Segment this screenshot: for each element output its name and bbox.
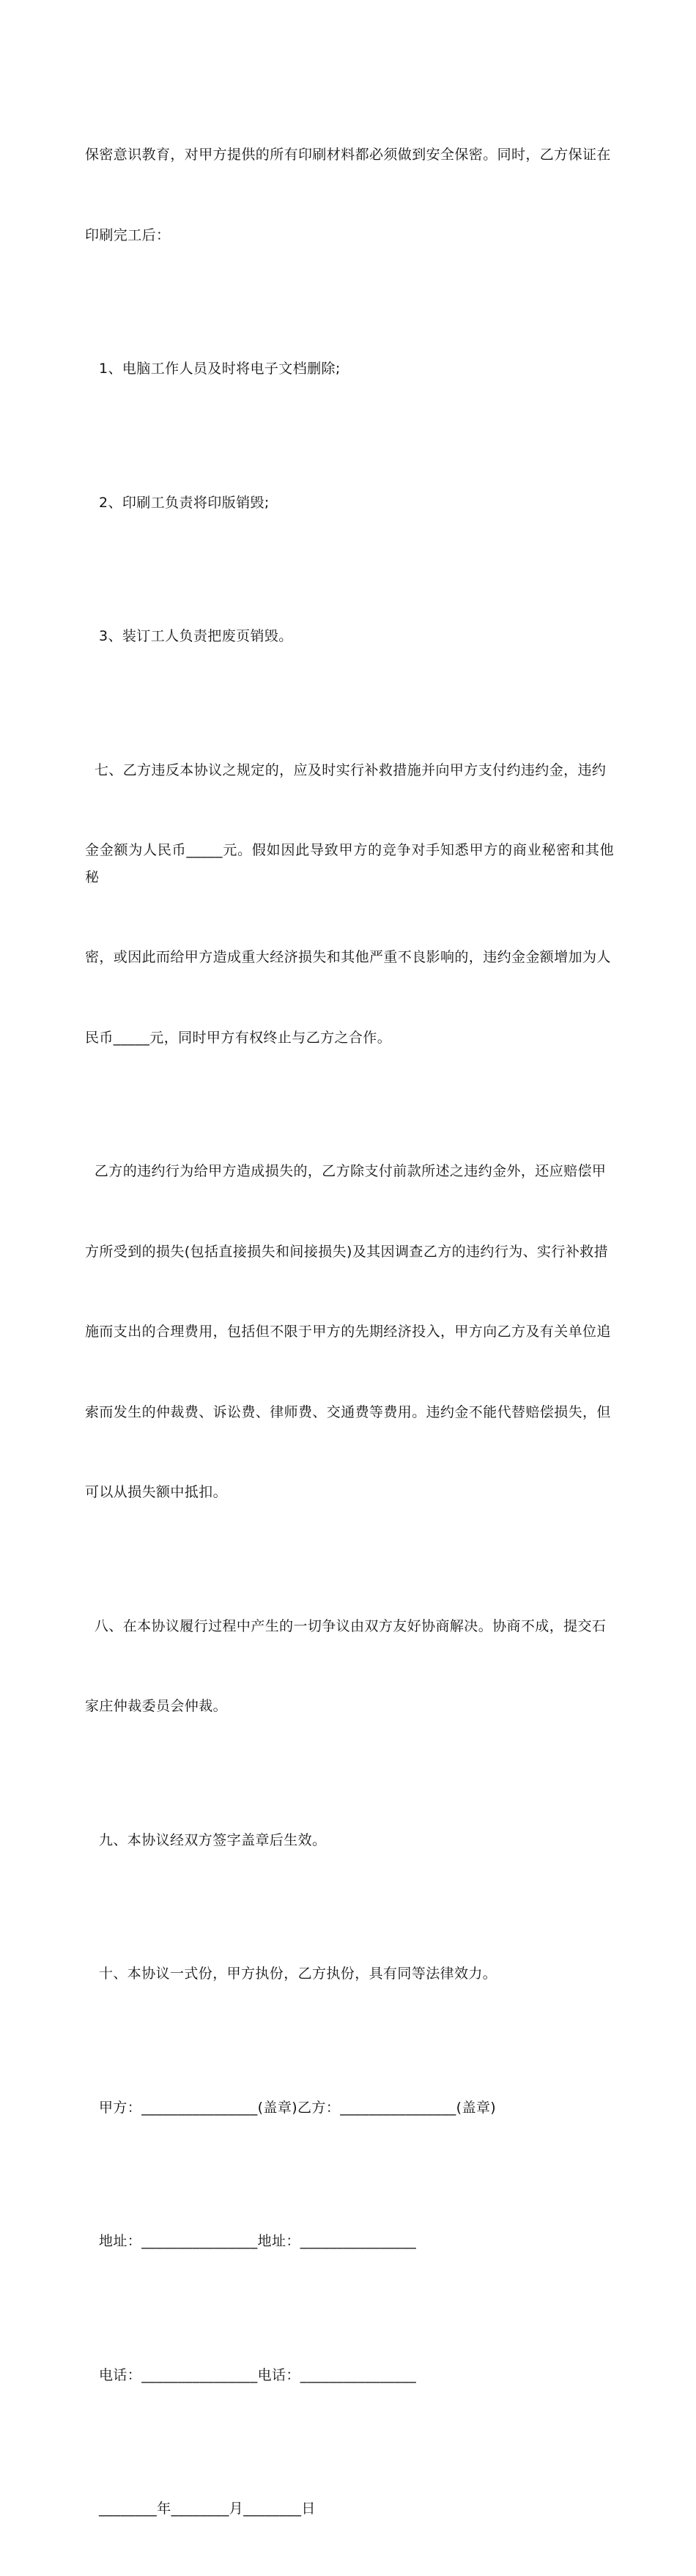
- text-line: 七、乙方违反本协议之规定的，应及时实行补救措施并向甲方支付约违约金，违约: [85, 761, 607, 778]
- text-line: 2、印刷工负责将印版销毁;: [99, 494, 270, 511]
- text-line: ________年________月________日: [99, 2501, 316, 2517]
- list-item-destroy-plates: [85, 436, 614, 570]
- clause-eight-dispute: [85, 1560, 614, 1774]
- text-line: 密，或因此而给甲方造成重大经济损失和其他严重不良影响的，违约金金额增加为人: [85, 949, 611, 965]
- paragraph-confidentiality-education: [85, 88, 614, 302]
- clause-ten-copies: [85, 1907, 614, 2041]
- text-line: 九、本协议经双方签字盖章后生效。: [99, 1831, 327, 1848]
- document-page: [85, 88, 614, 2576]
- text-line: 索而发生的仲裁费、诉讼费、律师费、交通费等费用。违约金不能代替赔偿损失，但: [85, 1403, 611, 1420]
- signature-date-line: [85, 2442, 614, 2576]
- text-line: 3、装订工人负责把废页销毁。: [99, 628, 293, 644]
- text-line: 金金额为人民币_____元。假如因此导致甲方的竞争对手知悉甲方的商业秘密和其他秘: [85, 842, 614, 885]
- text-line: 保密意识教育，对甲方提供的所有印刷材料都必须做到安全保密。同时，乙方保证在: [85, 147, 611, 163]
- text-line: 可以从损失额中抵扣。: [85, 1484, 228, 1500]
- clause-seven-breach: [85, 704, 614, 1105]
- paragraph-compensation: [85, 1104, 614, 1560]
- clause-nine-effective: [85, 1774, 614, 1908]
- list-item-delete-electronic-files: [85, 302, 614, 436]
- text-line: 民币_____元，同时甲方有权终止与乙方之合作。: [85, 1029, 392, 1046]
- text-line: 甲方：________________(盖章)乙方：________________(盖章): [99, 2099, 497, 2116]
- text-line: 家庄仲裁委员会仲裁。: [85, 1698, 228, 1714]
- text-line: 地址：________________地址：________________: [99, 2233, 417, 2249]
- text-line: 方所受到的损失(包括直接损失和间接损失)及其因调查乙方的违约行为、实行补救措: [85, 1243, 609, 1260]
- signature-phone-line: [85, 2309, 614, 2443]
- text-line: 1、电脑工作人员及时将电子文档删除;: [99, 361, 341, 377]
- text-line: 电话：________________电话：________________: [99, 2366, 417, 2383]
- text-line: 印刷完工后：: [85, 226, 171, 243]
- text-line: 十、本协议一式份，甲方执份，乙方执份，具有同等法律效力。: [99, 1966, 497, 1982]
- text-line: 施而支出的合理费用，包括但不限于甲方的先期经济投入，甲方向乙方及有关单位追: [85, 1324, 611, 1340]
- text-line: 乙方的违约行为给甲方造成损失的，乙方除支付前款所述之违约金外，还应赔偿甲: [85, 1163, 607, 1179]
- signature-address-line: [85, 2174, 614, 2309]
- text-line: 八、在本协议履行过程中产生的一切争议由双方友好协商解决。协商不成，提交石: [85, 1617, 607, 1634]
- list-item-destroy-waste-pages: [85, 569, 614, 704]
- signature-party-line: [85, 2041, 614, 2175]
